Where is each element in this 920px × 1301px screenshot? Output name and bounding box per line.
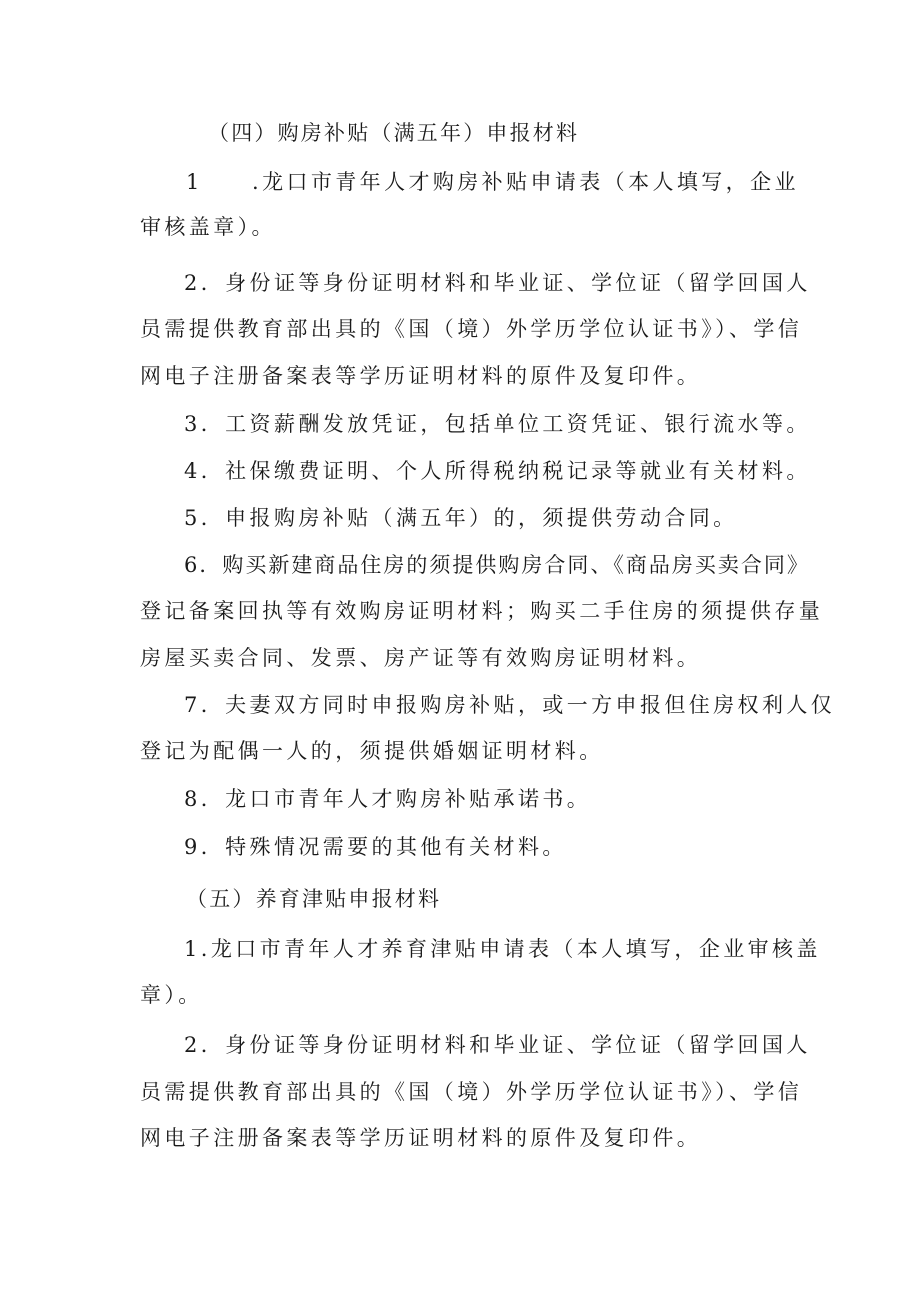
section4-item6-line2: 登记备案回执等有效购房证明材料；购买二手住房的须提供存量 [140,599,824,623]
section4-item6-line3: 房屋买卖合同、发票、房产证等有效购房证明材料。 [140,646,702,670]
section4-item1-line2: 审核盖章）。 [140,215,276,239]
section5-item1-line1: 1.龙口市青年人才养育津贴申请表（本人填写，企业审核盖 [184,937,821,961]
section5-item2-line2: 员需提供教育部出具的《国（境）外学历学位认证书》）、学信 [140,1080,803,1104]
section4-item6-line1: 6．购买新建商品住房的须提供购房合同、《商品房买卖合同》 [184,553,810,577]
section4-item4: 4．社保缴费证明、个人所得税纳税记录等就业有关材料。 [184,459,811,483]
section4-item5: 5．申报购房补贴（满五年）的，须提供劳动合同。 [184,506,738,530]
section4-item2-line2: 员需提供教育部出具的《国（境）外学历学位认证书》）、学信 [140,317,803,341]
section4-item7-line2: 登记为配偶一人的，须提供婚姻证明材料。 [140,739,604,763]
section4-item1-number: 1 [186,170,203,194]
section4-title: （四）购房补贴（满五年）申报材料 [208,121,580,145]
section4-item2-line1: 2．身份证等身份证明材料和毕业证、学位证（留学回国人 [184,271,811,295]
section4-item3: 3．工资薪酬发放凭证，包括单位工资凭证、银行流水等。 [184,412,811,436]
section4-item1-line1: .龙口市青年人才购房补贴申请表（本人填写，企业 [252,170,799,194]
section4-item2-line3: 网电子注册备案表等学历证明材料的原件及复印件。 [140,364,702,388]
section5-item2-line3: 网电子注册备案表等学历证明材料的原件及复印件。 [140,1126,702,1150]
section5-item2-line1: 2．身份证等身份证明材料和毕业证、学位证（留学回国人 [184,1033,811,1057]
section5-title: （五）养育津贴申报材料 [186,887,442,911]
section5-item1-line2: 章）。 [140,983,203,1007]
section4-item8: 8．龙口市青年人才购房补贴承诺书。 [184,787,592,811]
section4-item7-line1: 7．夫妻双方同时申报购房补贴，或一方申报但住房权利人仅 [184,693,836,717]
section4-item9: 9．特殊情况需要的其他有关材料。 [184,835,567,859]
